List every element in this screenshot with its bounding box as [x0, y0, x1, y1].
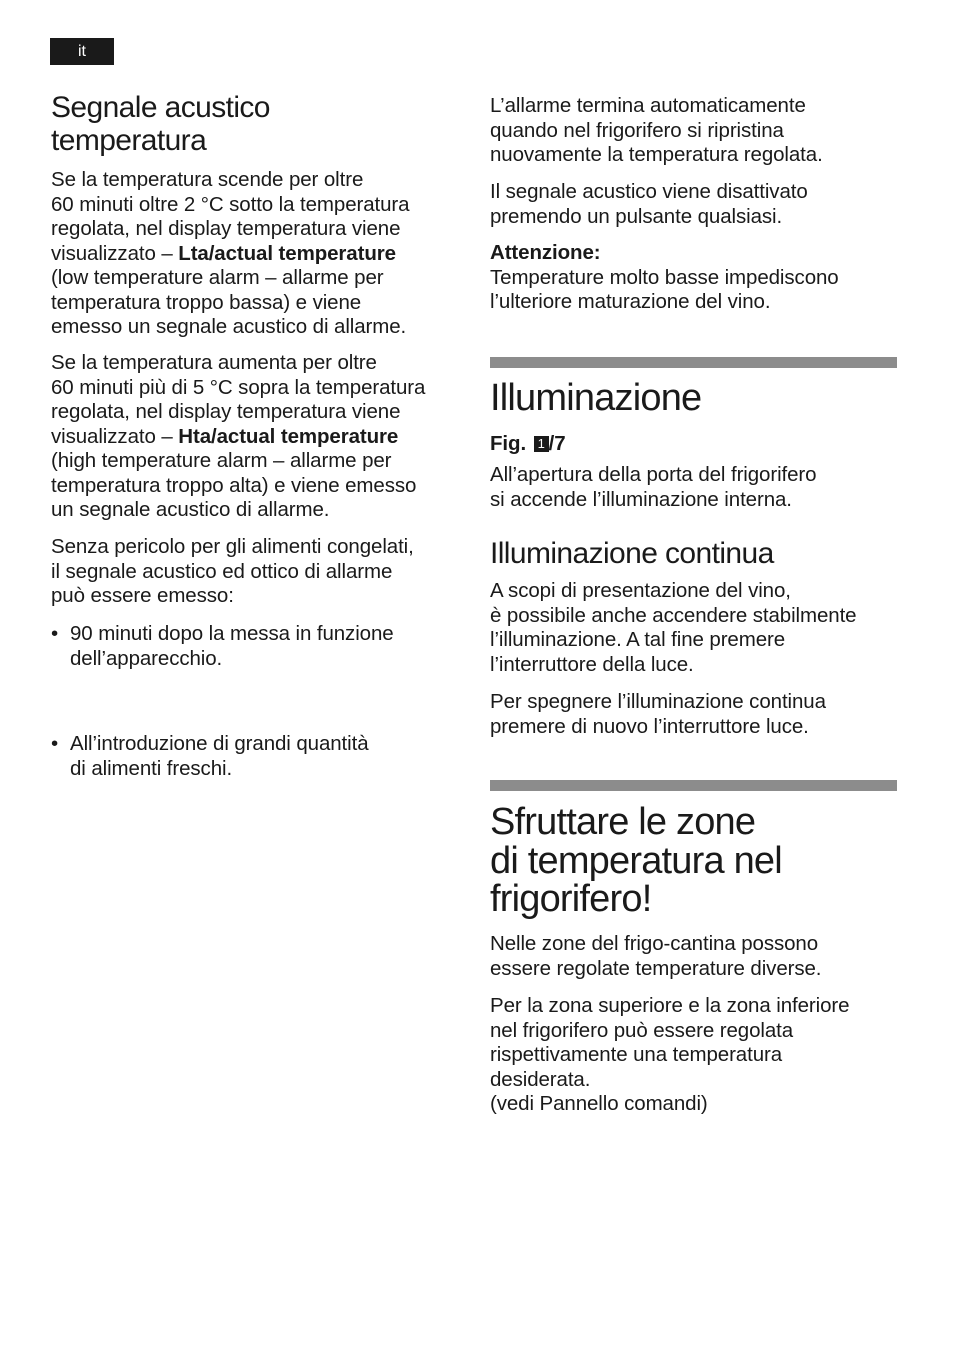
- paragraph-lighting: All’apertura della porta del frigorifero si accende l’illuminazione interna.: [490, 463, 817, 511]
- low-temp-code: Lta/actual temperature: [178, 241, 396, 265]
- section-heading-lighting: Illuminazione: [490, 377, 702, 419]
- section-divider: [490, 780, 897, 791]
- list-item: • All’introduzione di grandi quantità di alimenti freschi.: [51, 732, 369, 780]
- bullet-icon: •: [51, 732, 59, 755]
- paragraph-high-temperature: Se la temperatura aumenta per oltre 60 minuti più di 5 °C sopra la temperatura regolata, nel display temperatura viene visualizzato – Hta/actual temperature (high temperature alarm – allarme per temperatura troppo alta) e viene emesso un segnale acustico di allarme.: [51, 351, 426, 521]
- paragraph-continuous-lighting: A scopi di presentazione del vino, è possibile anche accendere stabilmente l’illuminazione. A tal fine premere l’interruttore della luce.: [490, 579, 857, 676]
- bullet-icon: •: [51, 622, 59, 645]
- attention-note: Attenzione: Temperature molto basse impediscono l’ulteriore maturazione del vino.: [490, 241, 839, 313]
- figure-reference: Fig. 1 /7: [490, 432, 566, 455]
- paragraph-zones: Nelle zone del frigo-cantina possono essere regolate temperature diverse.: [490, 932, 822, 980]
- section-heading-continuous-lighting: Illuminazione continua: [490, 537, 774, 570]
- paragraph-zones-setting: Per la zona superiore e la zona inferiore nel frigorifero può essere regolata rispettivamente una temperatura desiderata. (vedi Pannello comandi): [490, 994, 850, 1115]
- section-heading-temperature-zones: Sfruttare le zone di temperatura nel frigorifero!: [490, 801, 782, 920]
- paragraph-alarm-deactivate: Il segnale acustico viene disattivato premendo un pulsante qualsiasi.: [490, 180, 808, 228]
- section-heading-temperature-alarm: Segnale acustico temperatura: [51, 91, 270, 157]
- paragraph-alarm-conditions: Senza pericolo per gli alimenti congelati, il segnale acustico ed ottico di allarme può essere emesso:: [51, 535, 414, 607]
- paragraph-alarm-end: L’allarme termina automaticamente quando nel frigorifero si ripristina nuovamente la temperatura regolata.: [490, 94, 823, 166]
- left-column: [51, 0, 456, 780]
- paragraph-low-temperature: Se la temperatura scende per oltre 60 minuti oltre 2 °C sotto la temperatura regolata, nel display temperatura viene visualizzato – Lta/actual temperature (low temperature alarm – allarme per temperatura troppo bassa) e viene emesso un segnale acustico di allarme.: [51, 168, 410, 338]
- paragraph-continuous-lighting-off: Per spegnere l’illuminazione continua premere di nuovo l’interruttore luce.: [490, 690, 826, 738]
- attention-label: Attenzione:: [490, 241, 601, 264]
- figure-number-badge: 1: [534, 436, 549, 452]
- high-temp-code: Hta/actual temperature: [178, 424, 399, 448]
- list-item: • 90 minuti dopo la messa in funzione dell’apparecchio.: [51, 622, 394, 670]
- language-tab: it: [50, 38, 114, 65]
- section-divider: [490, 357, 897, 368]
